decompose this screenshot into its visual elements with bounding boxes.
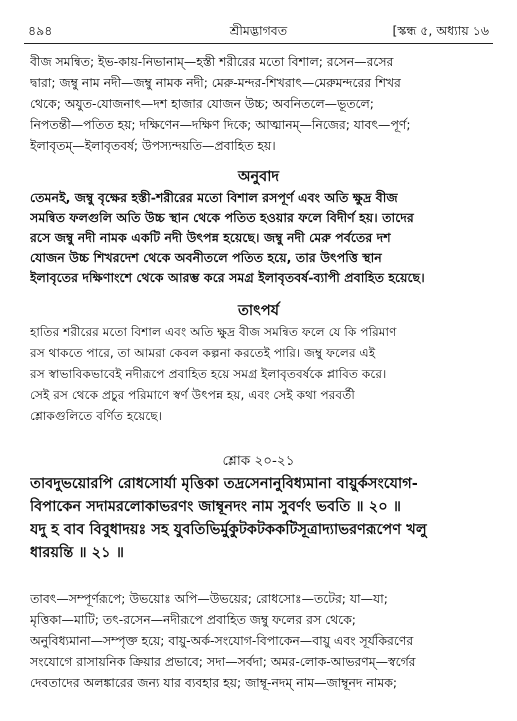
translation-line: সমন্বিত ফলগুলি অতি উচ্চ স্থান থেকে পতিত হওয়ার ফলে বিদীর্ণ হয়। তাদের <box>30 210 414 225</box>
purport-text <box>30 322 487 427</box>
purport-heading: তাৎপর্য <box>237 303 280 319</box>
translation-text <box>30 188 487 288</box>
synonyms-line: দ্বারা; জম্বু নাম নদী—জম্বু নামক নদী; মেরু-মন্দর-শিখরাৎ—মেরুমন্দরের শিখর <box>30 75 401 90</box>
synonyms-line: ইলাবৃতম্—ইলাবৃতবর্ষ; উপস্যন্দয়তি—প্রবাহিত হয়। <box>30 138 276 153</box>
purport-line: রস স্বাভাবিকভাবেই নদীরূপে প্রবাহিত হয়ে সমগ্র ইলাবৃতবর্ষকে প্লাবিত করে। <box>30 367 387 381</box>
synonyms-line: তাবৎ—সম্পূর্ণরূপে; উভয়োঃ অপি—উভয়ের; রোধসোঃ—তটের; যা—যা; <box>30 591 388 606</box>
translation-line: তেমনই, জম্বু বৃক্ষের হস্তী-শরীরের মতো বিশাল রসপূর্ণ এবং অতি ক্ষুদ্র বীজ <box>30 190 398 205</box>
translation-line: রসে জম্বু নদী নামক একটি নদী উৎপন্ন হয়েছে। জম্বু নদী মেরু পর্বতের দশ <box>30 230 391 245</box>
verse-line: ধারয়ন্তি ॥ ২১ ॥ <box>30 544 124 561</box>
purport-line: শ্লোকগুলিতে বর্ণিত হয়েছে। <box>30 409 163 423</box>
purport-line: হাতির শরীরের মতো বিশাল এবং অতি ক্ষুদ্র বীজ সমন্বিত ফলে যে কি পরিমাণ <box>30 325 397 339</box>
translation-heading: অনুবাদ <box>237 169 280 185</box>
page-number: ৪৯৪ <box>28 23 53 38</box>
synonyms-bottom <box>30 588 487 693</box>
purport-line: সেই রস থেকে প্রচুর পরিমাণে স্বর্ণ উৎপন্ন হয়, এবং সেই কথা পরবর্তী <box>30 388 355 402</box>
synonyms-line: মৃত্তিকা—মাটি; তৎ-রসেন—নদীরূপে প্রবাহিত জম্বু ফলের রস থেকে; <box>30 612 356 627</box>
synonyms-line: সংযোগে রাসায়নিক ক্রিয়ার প্রভাবে; সদা—সর্বদা; অমর-লোক-আভরণম্—স্বর্গের <box>30 654 416 669</box>
synonyms-top <box>30 51 487 156</box>
verse-line: যদু হ বাব বিবুধাদয়ঃ সহ যুবতিভির্মুকুটকটককটিসূত্রাদ্যাভরণরূপেণ খলু <box>30 521 427 538</box>
purport-line: রস থাকতে পারে, তা আমরা কেবল কল্পনা করতেই পারি। জম্বু ফলের এই <box>30 346 376 360</box>
synonyms-line: দেবতাদের অলঙ্কারের জন্য যার ব্যবহার হয়; জাম্বূ-নদম্ নাম—জাম্বূনদ নামক; <box>30 675 398 690</box>
verse-line: বিপাকেন সদামরলোকাভরণং জাম্বূনদং নাম সুবর্ণং ভবতি ॥ ২০ ॥ <box>30 498 402 515</box>
synonyms-line: থেকে; অযুত-যোজনাৎ—দশ হাজার যোজন উচ্চ; অবনিতলে—ভূতলে; <box>30 96 374 111</box>
synonyms-line: বীজ সমন্বিত; ইভ-কায়-নিভানাম্—হস্তী শরীরের মতো বিশাল; রসেন—রসের <box>30 54 394 69</box>
header-rule <box>24 43 493 44</box>
book-title: শ্রীমদ্ভাগবত <box>229 23 288 38</box>
page-header <box>24 20 493 42</box>
verse-line: তাবদুভয়োরপি রোধসোর্যা মৃত্তিকা তদ্রসেনানুবিধ্যমানা বায়ুর্কসংযোগ- <box>30 475 418 492</box>
synonyms-line: নিপতন্তী—পতিত হয়; দক্ষিণেন—দক্ষিণ দিকে; আত্মানম্—নিজের; যাবৎ—পূর্ণ; <box>30 117 411 132</box>
chapter-reference: [স্কন্ধ ৫, অধ্যায় ১৬ <box>392 23 489 38</box>
synonyms-line: অনুবিধ্যমানা—সম্পৃক্ত হয়ে; বায়ু-অর্ক-সংযোগ-বিপাকেন—বায়ু এবং সূর্যকিরণের <box>30 633 414 648</box>
translation-line: ইলাবৃতের দক্ষিণাংশে থেকে আরম্ভ করে সমগ্র ইলাবৃতবর্ষ-ব্যাপী প্রবাহিত হয়েছে। <box>30 270 425 285</box>
translation-line: যোজন উচ্চ শিখরদেশ থেকে অবনীতলে পতিত হয়ে, তার উৎপত্তি স্থান <box>30 250 382 265</box>
sloka-heading: শ্লোক ২০-২১ <box>222 453 295 469</box>
sanskrit-verse <box>30 472 487 564</box>
